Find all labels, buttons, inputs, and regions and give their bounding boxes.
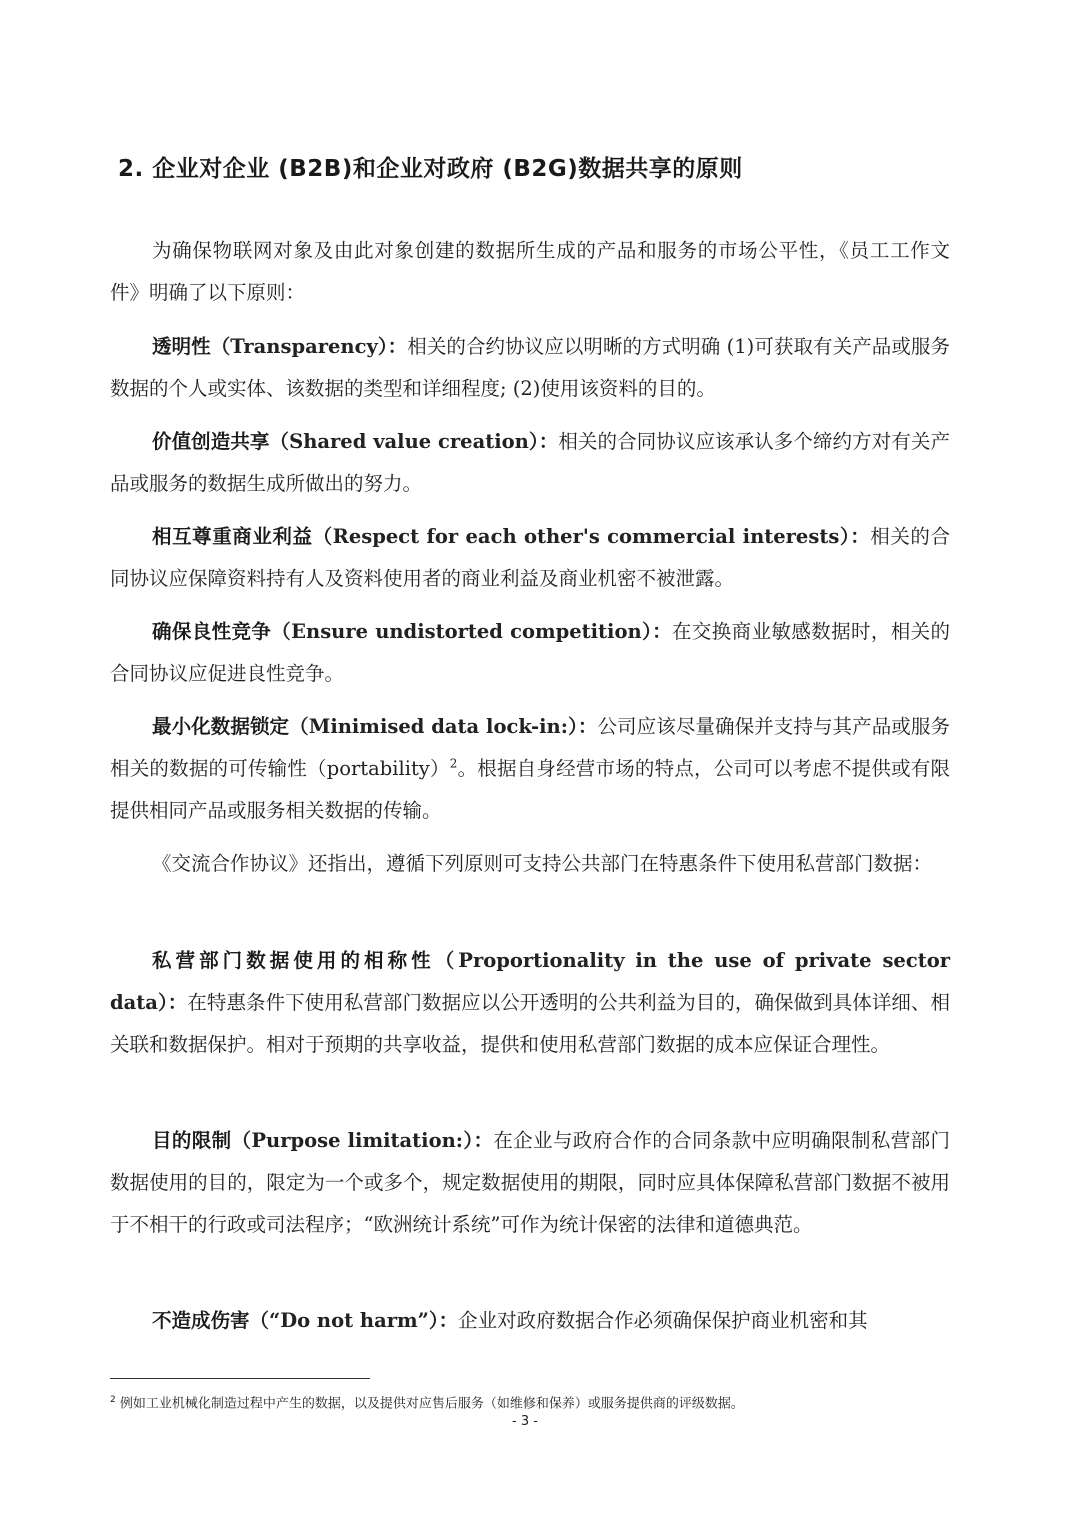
principle-term-en: （Minimised data lock-in:）： <box>289 715 598 738</box>
principle-text-after: 。根据自身经营市场的特点，公司可以考虑不提供或有限提供相同产品或服务相关数据的传输。 <box>110 757 950 822</box>
principle-term: 确保良性竞争 <box>152 620 272 643</box>
principle-text: 在交换商业敏感数据时，相关的合同协议应促进良性竞争。 <box>110 620 950 685</box>
principle-term-en: （Shared value creation）： <box>269 430 559 453</box>
principle-term: 透明性 <box>152 335 211 358</box>
principle-text: 企业对政府数据合作必须确保保护商业机密和其 <box>458 1309 868 1332</box>
footnote-divider <box>110 1378 370 1379</box>
footnote <box>110 1390 970 1414</box>
principle-term: 私营部门数据使用的相称性 <box>152 949 435 972</box>
principle-text: 相关的合约协议应以明晰的方式明确 (1)可获取有关产品或服务数据的个人或实体、该数据的类型和详细程度; (2)使用该资料的目的。 <box>110 335 950 400</box>
principle-text: 相关的合同协议应该承认多个缔约方对有关产品或服务的数据生成所做出的努力。 <box>110 430 950 495</box>
footnote-reference: 2 <box>449 756 458 771</box>
principle-term-en: （“Do not harm”）： <box>249 1309 459 1332</box>
footnote-text: 例如工业机械化制造过程中产生的数据，以及提供对应售后服务（如维修和保养）或服务提供商的评级数据。 <box>119 1396 744 1412</box>
principle-text: 相关的合同协议应保障资料持有人及资料使用者的商业利益及商业机密不被泄露。 <box>110 525 950 590</box>
principle-term: 不造成伤害 <box>152 1309 250 1332</box>
principle-term-en: （Transparency）： <box>210 335 408 358</box>
principle-term: 最小化数据锁定 <box>152 715 290 738</box>
principle-term: 目的限制 <box>152 1129 232 1152</box>
principle-do-not-harm <box>110 1300 950 1342</box>
principle-term-en: （Proportionality in the use of private sector data）： <box>110 949 950 1014</box>
principle-proportionality <box>110 940 950 1066</box>
intro-paragraph: 为确保物联网对象及由此对象创建的数据所生成的产品和服务的市场公平性，《员工工作文件》明确了以下原则： <box>110 239 950 304</box>
principle-transparency <box>110 326 950 410</box>
principle-term-en: （Purpose limitation:）： <box>231 1129 494 1152</box>
section-heading: 2. 企业对企业 (B2B)和企业对政府 (B2G)数据共享的原则 <box>118 156 743 182</box>
principle-text: 在企业与政府合作的合同条款中应明确限制私营部门数据使用的目的，限定为一个或多个，规定数据使用的期限，同时应具体保障私营部门数据不被用于不相干的行政或司法程序；“欧洲统计系统”可作为统计保密的法律和道德典范。 <box>110 1129 950 1236</box>
principle-term-en: （Ensure undistorted competition）： <box>271 620 673 643</box>
principle-text: 在特惠条件下使用私营部门数据应以公开透明的公共利益为目的，确保做到具体详细、相关联和数据保护。相对于预期的共享收益，提供和使用私营部门数据的成本应保证合理性。 <box>110 991 950 1056</box>
principle-competition <box>110 611 950 695</box>
principle-term: 相互尊重商业利益 <box>152 525 313 548</box>
principle-shared-value <box>110 421 950 505</box>
principle-lock-in <box>110 706 950 832</box>
principle-respect <box>110 516 950 600</box>
footnote-marker: 2 <box>110 1395 116 1405</box>
principle-purpose-limitation <box>110 1120 950 1246</box>
principle-text: 公司应该尽量确保并支持与其产品或服务相关的数据的可传输性（portability） <box>110 715 950 780</box>
page-number: - 3 - <box>512 1414 538 1429</box>
principle-term-en: （Respect for each other's commercial interests）： <box>312 525 871 548</box>
transition-paragraph: 《交流合作协议》还指出，遵循下列原则可支持公共部门在特惠条件下使用私营部门数据： <box>152 852 933 875</box>
principle-term: 价值创造共享 <box>152 430 270 453</box>
